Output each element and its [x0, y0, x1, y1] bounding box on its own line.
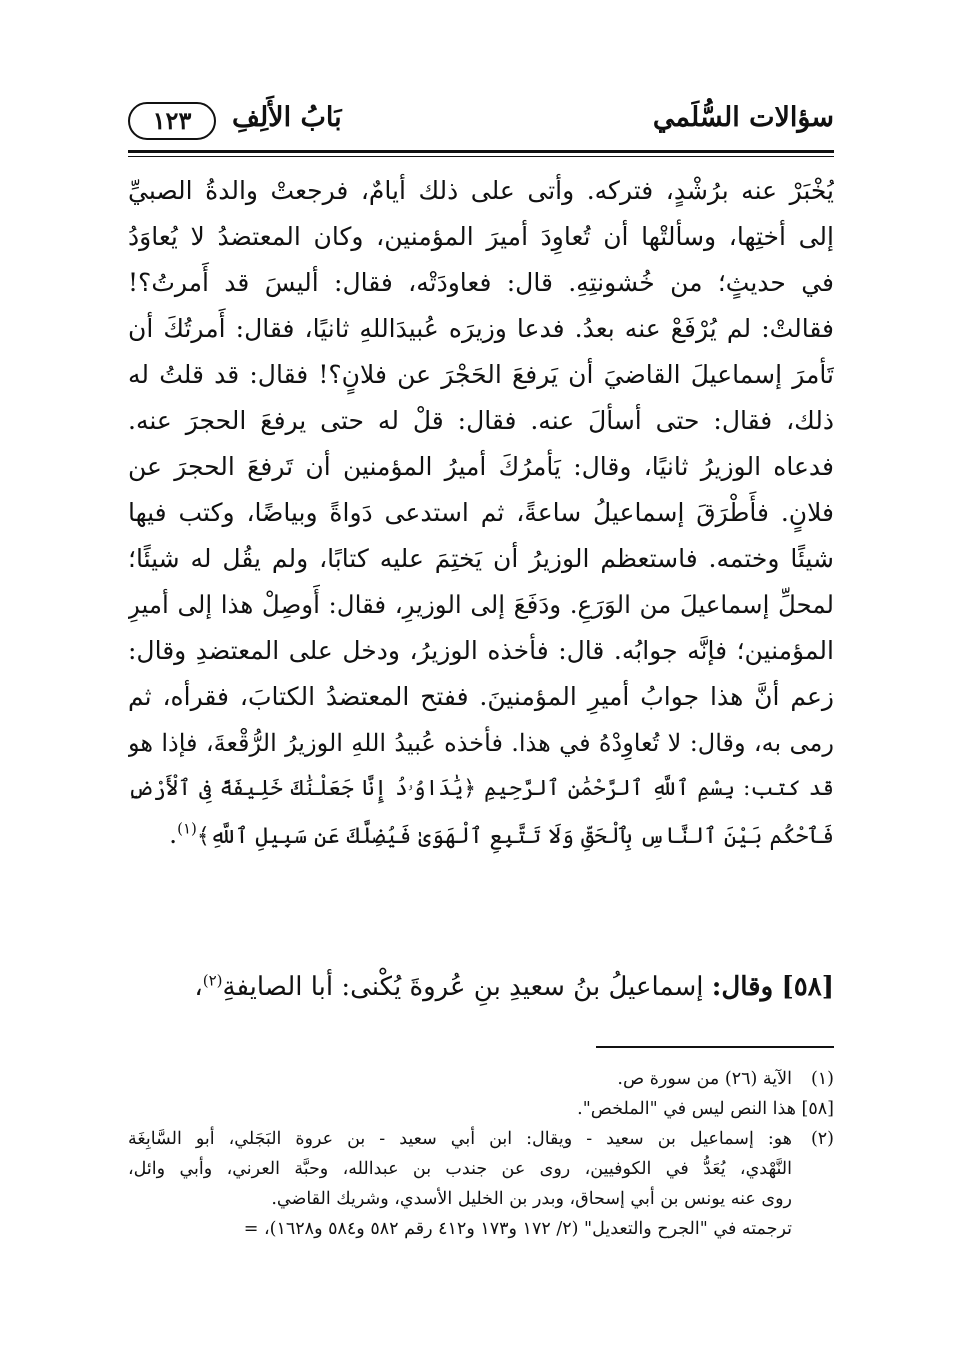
quran-verse-text: فَٱحْكُم بَيْنَ ٱلنَّاسِ بِٱلْحَقِّ وَلَا تَتَّبِعِ ٱلْهَوَىٰ فَيُضِلَّكَ عَن سَبِيلِ ٱللَّهِ﴾ — [196, 824, 834, 849]
text-line: تَأمرَ إسماعيلَ القاضيَ أن يَرفعَ الحَجْرَ عن فلانٍ؟! فقال: قد قلتُ له — [128, 360, 834, 389]
text-line: شيئًا وختمه. فاستعظم الوزيرُ أن يَختِمَ عليه كتابًا، ولم يقُل له شيئًا؛ — [128, 544, 834, 573]
entry-speaker: وقال: — [711, 972, 774, 1002]
text-line: ذلك، فقال: حتى أسألَ عنه. فقال: قلْ له حتى يرفعَ الحجرَ عنه. — [128, 406, 834, 435]
text-line: فلانٍ. فأَطْرَقَ إسماعيلُ ساعةً، ثم استدعى دَواةً وبياضًا، وكتب فيها — [128, 498, 834, 527]
chapter-title: بَابُ الأَلِفِ — [232, 102, 342, 133]
text-line: إلى أختِها، وسألتْها أن تُعاوِدَ أميرَ المؤمنين، وكان المعتضدُ لا يُعاوَدُ — [128, 222, 834, 251]
text-line: فقالتْ: لم يُرْفَعْ عنه بعدُ. فدعا وزيرَه عُبيدَاللهِ ثانيًا، فقال: أَمرتُكَ أن — [128, 314, 834, 343]
text-line: رمى به، وقال: لا تُعاوِدْهُ في هذا. فأخذه عُبيدُ اللهِ الوزيرُ الرُّقْعةَ، فإذا هو — [128, 729, 834, 757]
header-rule — [128, 150, 834, 153]
text-line: فدعاه الوزيرُ ثانيًا، وقال: يَأمرُكَ أميرُ المؤمنين أن تَرفعَ الحجرَ عن — [128, 452, 834, 481]
footnote-ref: (١) — [177, 819, 197, 838]
entry-number: [٥٨] — [781, 972, 834, 1002]
text-line: زعم أنَّ هذا جوابُ أميرِ المؤمنينَ. ففتح المعتضدُ الكتابَ، فقرأه، ثم — [128, 682, 834, 711]
text-line: لمحلِّ إسماعيلَ من الوَرَعِ. ودَفَعَ إلى الوزيرِ، فقال: أَوصِلْ هذا إلى أميرِ — [128, 590, 834, 619]
footnote-2-line: ترجمته في "الجرح والتعديل" (٢/ ١٧٢ و١٧٣ و٤١٢ رقم ٥٨٢ و٥٨٤ و١٦٢٨)، = — [243, 1219, 792, 1239]
header-rule-secondary — [128, 156, 834, 157]
entry-trailing: ، — [194, 972, 203, 1002]
footnotes — [128, 1064, 834, 1244]
book-title: سؤالات السُّلَمي — [652, 102, 834, 133]
sentence-end: . — [169, 820, 178, 849]
footnote-text: الآية (٢٦) من سورة ص. — [617, 1069, 792, 1089]
text-line: في حديثٍ؛ من خُشونتِهِ. قال: فعاودَتْه، فقال: أليسَ قد أَمرتُ؟! — [128, 268, 834, 297]
footnote-number: (١) — [810, 1069, 834, 1089]
page-number: ١٢٣ — [128, 102, 216, 140]
main-text — [128, 168, 834, 858]
footnote-ref: (٢) — [202, 971, 223, 990]
footnote-2-line: النَّهْدي، يُعَدُّ في الكوفيين، روى عن جندب بن عبدالله، وحبَّة العرني، وأبي وائل، — [128, 1159, 792, 1179]
footnote-2-line: روى عنه يونس بن أبي إسحاق، وبدر بن الخليل الأسدي، وشريك القاضي. — [271, 1189, 792, 1209]
entry-text: إسماعيلُ بنُ سعيدِ بنِ عُروةَ يُكْنى: أبا الصايفةِ — [222, 972, 704, 1002]
entry-58 — [128, 964, 834, 1010]
footnote-number: (٢) — [810, 1129, 834, 1149]
footnote-2 — [128, 1124, 834, 1154]
footnote-1 — [128, 1064, 834, 1094]
text-line: يُخْبَرْ عنه برُشْدٍ، فتركه. وأتى على ذلك أيامٌ، فرجعتْ والدةُ الصبيِّ — [128, 176, 834, 205]
footnote-separator — [596, 1046, 834, 1048]
quran-verse-line-end — [128, 812, 834, 858]
quran-verse-line: قد كتب: بِسْمِ ٱللَّهِ ٱلرَّحْمَٰنِ ٱلرَّحِيمِ ﴿يَٰدَاوُۥدُ إِنَّا جَعَلْنَٰكَ خَلِيفَةً فِى ٱلْأَرْضِ — [128, 776, 834, 801]
running-header — [128, 100, 834, 148]
text-line: المؤمنين؛ فإنَّه جوابُه. قال: فأخذه الوزيرُ، ودخل على المعتضدِ وقال: — [128, 636, 834, 665]
footnote-58: [٥٨] هذا النص ليس في "الملخص". — [577, 1099, 834, 1119]
footnote-text: هو: إسماعيل بن سعيد - ويقال: ابن أبي سعيد - بن عروة البَجَلي، أبو السَّابِغَة — [128, 1129, 792, 1149]
